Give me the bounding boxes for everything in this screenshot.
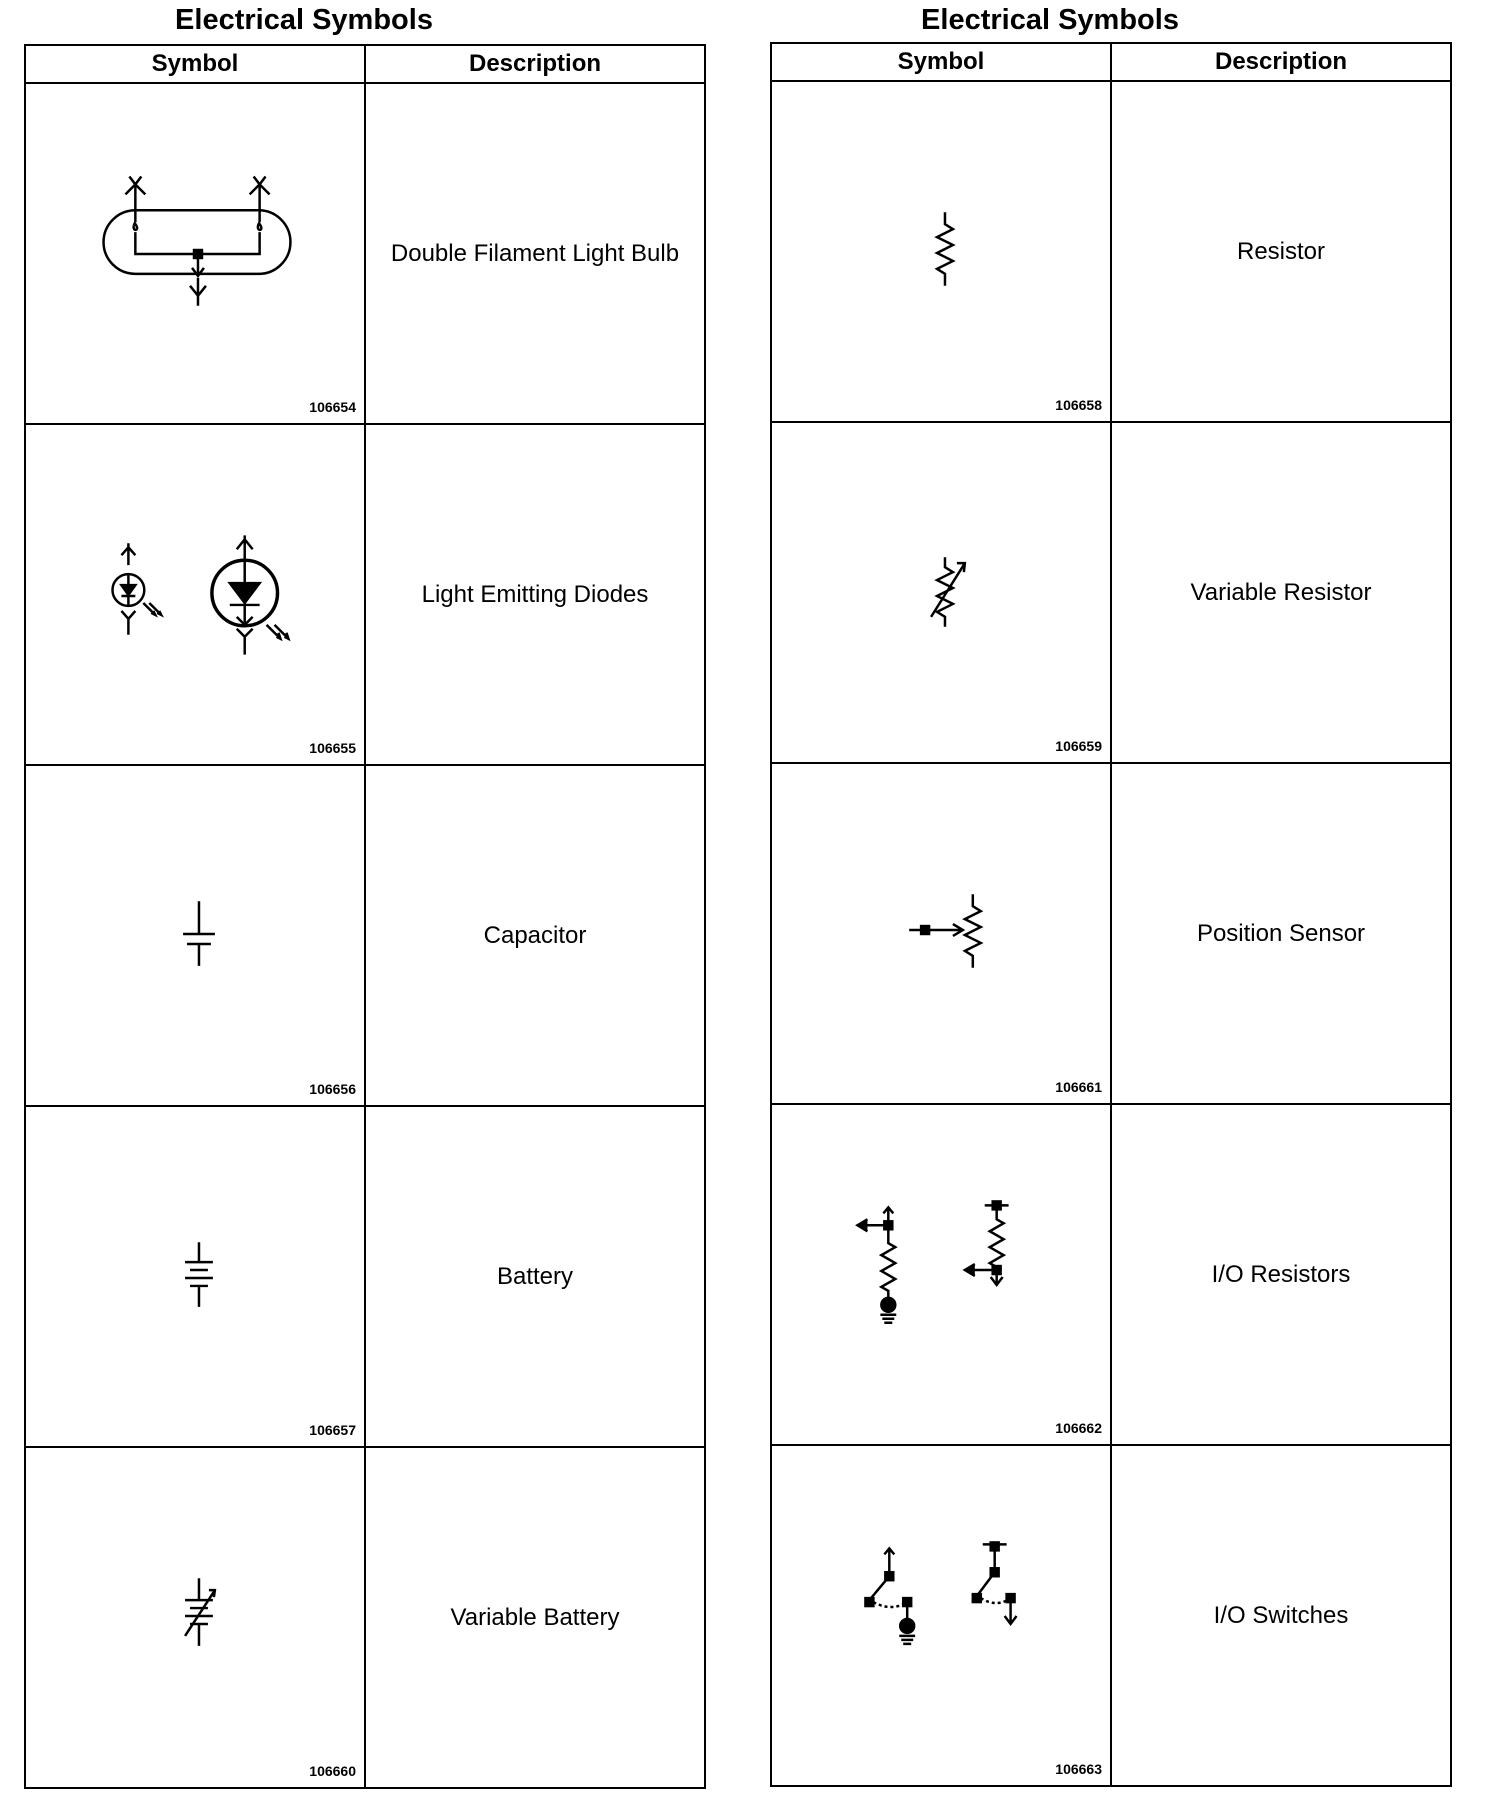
symbols-table xyxy=(770,42,1452,1787)
figure-code: 106656 xyxy=(309,1081,356,1097)
battery-icon xyxy=(26,1107,364,1446)
table-row xyxy=(25,1447,705,1788)
panel-title: Electrical Symbols xyxy=(921,4,1179,36)
symbol-cell xyxy=(25,83,365,424)
description-cell: I/O Switches xyxy=(1111,1445,1451,1786)
left-panel xyxy=(24,0,704,1800)
table-header-row xyxy=(25,45,705,83)
symbol-cell xyxy=(771,1104,1111,1445)
light-emitting-diodes-icon xyxy=(26,425,364,764)
figure-code: 106655 xyxy=(309,740,356,756)
io-resistors-icon xyxy=(772,1105,1110,1444)
table-row xyxy=(771,81,1451,422)
table-row xyxy=(25,83,705,424)
figure-code: 106654 xyxy=(309,399,356,415)
table-row xyxy=(771,1104,1451,1445)
table-row xyxy=(25,424,705,765)
figure-code: 106660 xyxy=(309,1763,356,1779)
table-row xyxy=(25,765,705,1106)
position-sensor-icon xyxy=(772,764,1110,1103)
symbol-cell xyxy=(25,424,365,765)
figure-code: 106657 xyxy=(309,1422,356,1438)
symbol-cell xyxy=(25,1447,365,1788)
symbol-column-header: Symbol xyxy=(25,45,365,83)
variable-resistor-icon xyxy=(772,423,1110,762)
description-column-header: Description xyxy=(365,45,705,83)
figure-code: 106659 xyxy=(1055,738,1102,754)
table-row xyxy=(771,763,1451,1104)
figure-code: 106661 xyxy=(1055,1079,1102,1095)
figure-code: 106662 xyxy=(1055,1420,1102,1436)
description-cell: Capacitor xyxy=(365,765,705,1106)
symbol-cell xyxy=(771,422,1111,763)
description-cell: Light Emitting Diodes xyxy=(365,424,705,765)
table-row xyxy=(25,1106,705,1447)
symbol-cell xyxy=(25,1106,365,1447)
table-header-row xyxy=(771,43,1451,81)
description-cell: Battery xyxy=(365,1106,705,1447)
symbol-cell xyxy=(771,81,1111,422)
description-cell: Double Filament Light Bulb xyxy=(365,83,705,424)
right-panel xyxy=(770,0,1450,1800)
io-switches-icon xyxy=(772,1446,1110,1785)
resistor-icon xyxy=(772,82,1110,421)
figure-code: 106658 xyxy=(1055,397,1102,413)
symbol-cell xyxy=(771,763,1111,1104)
variable-battery-icon xyxy=(26,1448,364,1787)
description-cell: Resistor xyxy=(1111,81,1451,422)
description-cell: Position Sensor xyxy=(1111,763,1451,1104)
description-cell: Variable Resistor xyxy=(1111,422,1451,763)
capacitor-icon xyxy=(26,766,364,1105)
description-cell: I/O Resistors xyxy=(1111,1104,1451,1445)
symbol-column-header: Symbol xyxy=(771,43,1111,81)
symbols-table xyxy=(24,44,706,1789)
double-filament-light-bulb-icon xyxy=(26,84,364,423)
symbol-cell xyxy=(25,765,365,1106)
panel-title: Electrical Symbols xyxy=(175,4,433,36)
table-row xyxy=(771,1445,1451,1786)
table-row xyxy=(771,422,1451,763)
figure-code: 106663 xyxy=(1055,1761,1102,1777)
symbol-cell xyxy=(771,1445,1111,1786)
description-column-header: Description xyxy=(1111,43,1451,81)
description-cell: Variable Battery xyxy=(365,1447,705,1788)
